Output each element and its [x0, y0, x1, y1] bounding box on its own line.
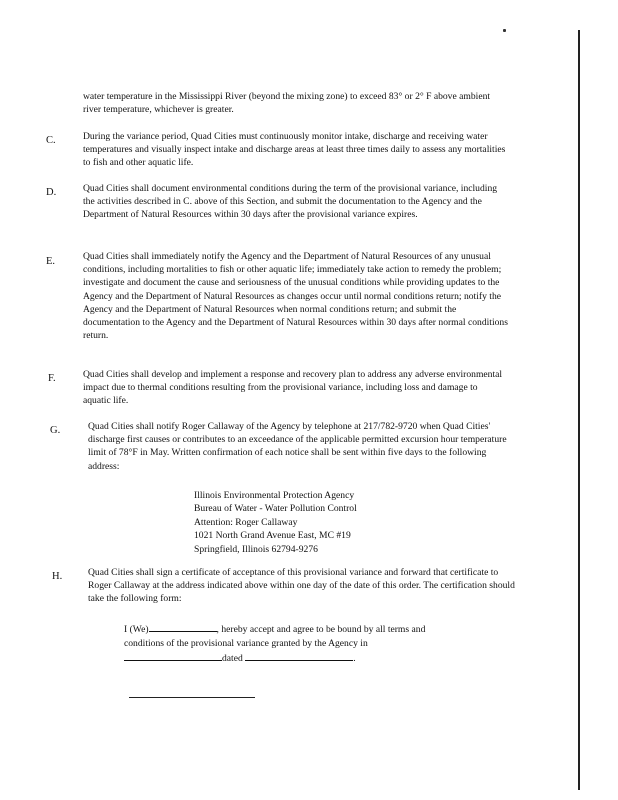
item-e-text: Quad Cities shall immediately notify the Agency and the Department of Natural Resources of any unusual conditions, including mortalities to fish or other aquatic life; immediately take action to remedy the problem; investigate and document the cause and seriousness of the unusual conditions while providing updates to the Agency and the Department of Natural Resources as changes occur until normal conditions return; notify the Agency and the Department of Natural Resources when normal conditions return; and submit the documentation to the Agency and the Department of Natural Resources within 30 days after normal conditions return. — [83, 251, 508, 342]
page-edge-line — [578, 30, 580, 790]
form-prefix: I (We) — [124, 624, 149, 635]
item-f-letter: F. — [48, 373, 56, 384]
certification-form — [124, 621, 504, 666]
agency-address — [194, 489, 357, 556]
address-line: Illinois Environmental Protection Agency — [194, 490, 355, 501]
form-end: . — [353, 653, 356, 665]
form-line-3 — [124, 650, 504, 666]
item-c-letter: C. — [46, 135, 56, 146]
item-g-text: Quad Cities shall notify Roger Callaway of the Agency by telephone at 217/782-9720 when Quad Cities' discharge first causes or contributes to an exceedance of the applicable permitted excursion hour temperature limit of 78°F in May. Written confirmation of each notice shall be sent within five days to the following address: — [88, 421, 507, 472]
intro-paragraph: water temperature in the Mississippi River (beyond the mixing zone) to exceed 83° or 2° F above ambient river temperature, whichever is greater. — [83, 91, 491, 116]
scan-speck — [503, 29, 506, 32]
item-h-text: Quad Cities shall sign a certificate of acceptance of this provisional variance and forward that certificate to Roger Callaway at the address indicated above within one day of the date of this order. The certification should take the following form: — [88, 567, 515, 605]
item-h-letter: H. — [52, 571, 63, 582]
form-line-2: conditions of the provisional variance granted by the Agency in — [124, 637, 368, 649]
form-mid: , hereby accept and agree to be bound by all terms and — [216, 624, 426, 635]
item-d-text: Quad Cities shall document environmental conditions during the term of the provisional variance, including the activities described in C. above of this Section, and submit the documentation to the Agency and the Department of Natural Resources within 30 days after the provisional variance expires. — [83, 183, 498, 221]
address-line: 1021 North Grand Avenue East, MC #19 — [194, 530, 351, 542]
item-f-text: Quad Cities shall develop and implement a response and recovery plan to address any adverse environmental impact due to thermal conditions resulting from the provisional variance, including loss and damage to aquatic life. — [83, 369, 503, 407]
address-line: Attention: Roger Callaway — [194, 516, 298, 528]
address-line: Bureau of Water - Water Pollution Control — [194, 503, 357, 515]
signature-line[interactable] — [129, 697, 255, 698]
date-blank[interactable] — [245, 650, 353, 661]
item-c-text: During the variance period, Quad Cities must continuously monitor intake, discharge and receiving water temperatures and visually inspect intake and discharge areas at least three times daily to assess any mortalities to fish and other aquatic life. — [83, 131, 506, 169]
item-d-letter: D. — [46, 187, 57, 198]
form-dated-label: dated — [222, 653, 243, 665]
item-e-letter: E. — [46, 256, 56, 267]
docket-blank[interactable] — [124, 650, 222, 661]
address-line: Springfield, Illinois 62794-9276 — [194, 543, 318, 555]
form-line-1 — [124, 621, 504, 637]
name-blank[interactable] — [149, 621, 217, 632]
item-g-letter: G. — [50, 425, 61, 436]
